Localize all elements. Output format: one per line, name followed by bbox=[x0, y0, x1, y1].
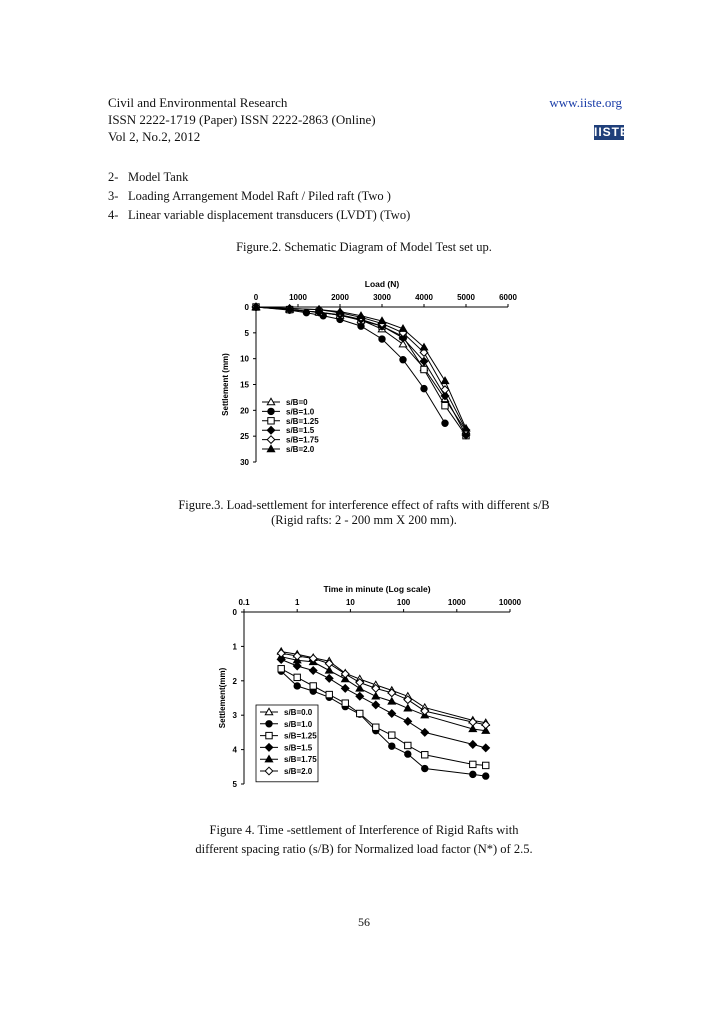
issn-line: ISSN 2222-1719 (Paper) ISSN 2222-2863 (Online) bbox=[108, 112, 376, 127]
journal-url-link[interactable]: www.iiste.org bbox=[549, 95, 622, 110]
data-point bbox=[277, 649, 285, 657]
x-tick-label: 3000 bbox=[373, 293, 391, 302]
y-tick-label: 20 bbox=[240, 406, 249, 416]
data-point bbox=[341, 685, 349, 693]
data-point bbox=[422, 765, 428, 771]
figure3-caption-line1: Figure.3. Load-settlement for interference effect of rafts with different s/B bbox=[178, 498, 550, 512]
y-tick-label: 4 bbox=[232, 745, 237, 755]
data-point bbox=[309, 667, 317, 675]
data-point bbox=[310, 683, 316, 689]
figure2-caption: Figure.2. Schematic Diagram of Model Test set up. bbox=[236, 240, 492, 254]
data-point bbox=[421, 385, 427, 391]
x-tick-label: 6000 bbox=[499, 293, 517, 302]
data-point bbox=[483, 762, 489, 768]
x-tick-label: 1 bbox=[294, 598, 300, 607]
y-tick-label: 3 bbox=[232, 711, 237, 721]
data-point bbox=[357, 710, 363, 716]
list-item-number: 3- bbox=[108, 189, 119, 203]
data-point bbox=[442, 420, 448, 426]
list-item-text: Loading Arrangement Model Raft / Piled raft (Two ) bbox=[128, 189, 391, 203]
legend-marker bbox=[268, 418, 274, 424]
x-axis-title: Time in minute (Log scale) bbox=[323, 584, 431, 594]
x-tick-label: 1000 bbox=[289, 293, 307, 302]
x-tick-label: 0.1 bbox=[238, 598, 250, 607]
y-tick-label: 0 bbox=[232, 608, 237, 617]
data-point bbox=[470, 771, 476, 777]
list-item-number: 4- bbox=[108, 208, 119, 222]
data-point bbox=[372, 701, 380, 709]
x-tick-label: 5000 bbox=[457, 293, 475, 302]
page-number: 56 bbox=[358, 915, 370, 929]
figure4-caption-line2: different spacing ratio (s/B) for Normalized load factor (N*) of 2.5. bbox=[195, 842, 533, 856]
legend-entry: s/B=1.0 bbox=[286, 407, 315, 417]
list-item-text: Linear variable displacement transducers (LVDT) (Two) bbox=[128, 208, 411, 222]
time-settlement-chart bbox=[200, 570, 535, 795]
data-point bbox=[372, 693, 379, 699]
x-tick-label: 1000 bbox=[447, 598, 466, 607]
y-tick-label: 30 bbox=[240, 458, 249, 467]
running-header bbox=[108, 94, 376, 145]
volume-line: Vol 2, No.2, 2012 bbox=[108, 129, 201, 144]
y-tick-label: 5 bbox=[232, 780, 237, 789]
data-point bbox=[356, 692, 364, 700]
x-tick-label: 10000 bbox=[498, 598, 522, 607]
y-tick-label: 25 bbox=[240, 432, 249, 442]
data-point bbox=[294, 683, 300, 689]
legend-entry: s/B=0 bbox=[286, 398, 308, 407]
legend-entry: s/B=0.0 bbox=[284, 708, 313, 717]
figure4-caption-line1: Figure 4. Time -settlement of Interference of Rigid Rafts with bbox=[209, 823, 519, 837]
legend-entry: s/B=1.5 bbox=[284, 743, 313, 753]
data-point bbox=[373, 724, 379, 730]
data-point bbox=[342, 700, 348, 706]
data-point bbox=[389, 743, 395, 749]
data-point bbox=[400, 357, 406, 363]
data-point bbox=[389, 732, 395, 738]
load-settlement-chart bbox=[200, 272, 530, 482]
data-point bbox=[379, 336, 385, 342]
iiste-logo: IISTE bbox=[594, 125, 630, 139]
x-axis-title: Load (N) bbox=[364, 279, 400, 289]
data-point bbox=[442, 402, 448, 408]
data-point bbox=[405, 751, 411, 757]
x-tick-label: 4000 bbox=[415, 293, 433, 302]
data-point bbox=[388, 689, 396, 697]
legend-marker bbox=[266, 732, 272, 738]
legend-marker bbox=[266, 721, 272, 727]
legend-entry: s/B=1.25 bbox=[286, 416, 319, 426]
data-point bbox=[404, 718, 412, 726]
data-point bbox=[470, 761, 476, 767]
y-tick-label: 0 bbox=[244, 303, 249, 312]
y-axis-title: Settlement(mm) bbox=[218, 667, 227, 729]
list-item-number: 2- bbox=[108, 170, 119, 184]
y-tick-label: 1 bbox=[232, 642, 237, 652]
y-tick-label: 15 bbox=[240, 380, 249, 390]
journal-name: Civil and Environmental Research bbox=[108, 95, 288, 110]
list-item bbox=[108, 170, 188, 185]
list-item-text: Model Tank bbox=[128, 170, 189, 184]
data-point bbox=[309, 655, 317, 663]
y-tick-label: 2 bbox=[232, 676, 237, 686]
x-tick-label: 0 bbox=[253, 293, 259, 302]
legend-entry: s/B=1.0 bbox=[284, 719, 313, 729]
data-point bbox=[388, 710, 396, 718]
legend-entry: s/B=2.0 bbox=[284, 767, 313, 776]
legend-entry: s/B=2.0 bbox=[286, 445, 315, 454]
y-tick-label: 10 bbox=[240, 354, 249, 364]
list-item bbox=[108, 208, 410, 223]
legend-entry: s/B=1.25 bbox=[284, 731, 317, 741]
data-point bbox=[469, 741, 477, 749]
x-tick-label: 2000 bbox=[331, 293, 349, 302]
data-point bbox=[483, 773, 489, 779]
data-point bbox=[405, 742, 411, 748]
data-point bbox=[421, 366, 427, 372]
list-item bbox=[108, 189, 391, 204]
legend-marker bbox=[268, 408, 274, 414]
data-point bbox=[422, 752, 428, 758]
y-axis-title: Settlement (mm) bbox=[221, 353, 230, 416]
data-point bbox=[325, 675, 333, 683]
x-tick-label: 10 bbox=[345, 598, 355, 607]
legend-entry: s/B=1.75 bbox=[286, 435, 319, 445]
legend-entry: s/B=1.5 bbox=[286, 426, 315, 436]
figure3-caption-line2: (Rigid rafts: 2 - 200 mm X 200 mm). bbox=[271, 513, 457, 527]
data-point bbox=[294, 674, 300, 680]
data-point bbox=[278, 666, 284, 672]
data-point bbox=[404, 705, 411, 711]
x-tick-label: 100 bbox=[396, 598, 411, 607]
y-tick-label: 5 bbox=[244, 328, 249, 338]
data-point bbox=[421, 729, 429, 737]
legend-entry: s/B=1.75 bbox=[284, 755, 317, 765]
data-point bbox=[326, 691, 332, 697]
data-point bbox=[482, 744, 490, 752]
data-point bbox=[441, 377, 448, 383]
